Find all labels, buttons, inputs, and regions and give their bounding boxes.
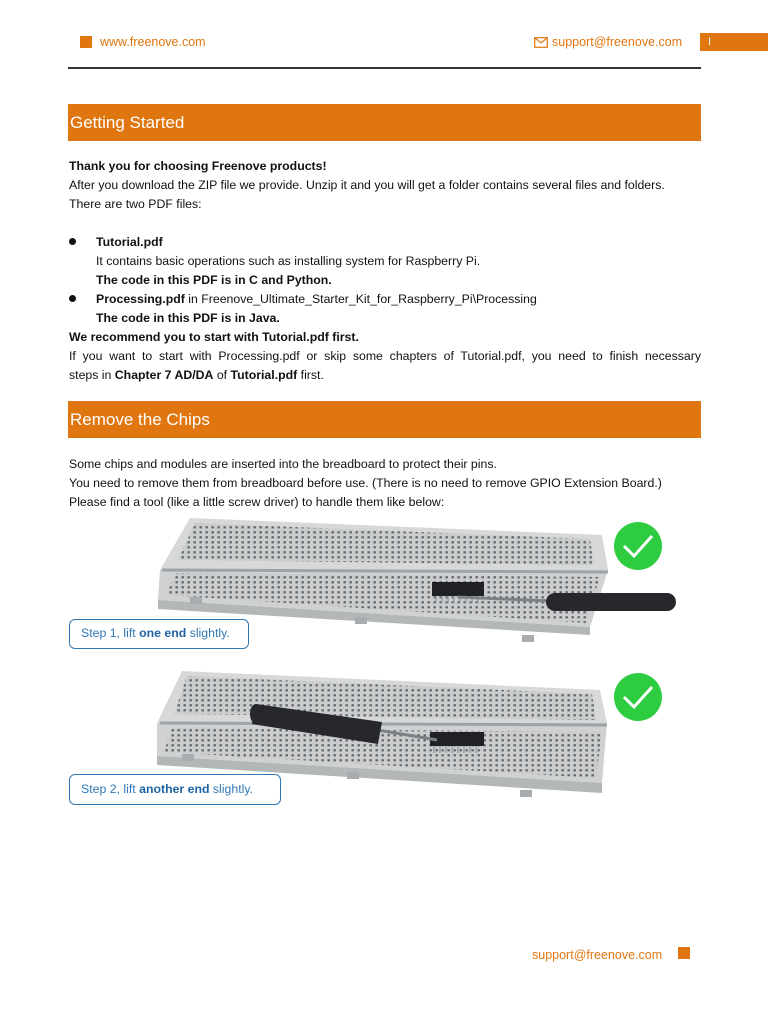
bullet-1 bbox=[69, 238, 76, 245]
header-divider bbox=[68, 67, 701, 69]
intro-line-1: After you download the ZIP file we provide. Unzip it and you will get a folder contains several files and folders. bbox=[69, 178, 665, 192]
step2-callout: Step 2, lift another end slightly. bbox=[69, 774, 281, 805]
footer-email-link[interactable]: support@freenove.com bbox=[532, 948, 663, 962]
section-title-getting-started: Getting Started bbox=[68, 104, 701, 141]
envelope-icon bbox=[534, 37, 548, 48]
chips-line-2: You need to remove them from breadboard before use. (There is no need to remove GPIO Extension Board.) bbox=[69, 476, 662, 490]
header-email-link[interactable] bbox=[534, 35, 682, 49]
website-link[interactable]: www.freenove.com bbox=[100, 35, 206, 49]
page-number: I bbox=[700, 33, 768, 51]
checkmark-icon bbox=[613, 521, 663, 571]
step1-callout: Step 1, lift one end slightly. bbox=[69, 619, 249, 649]
tutorial-code: The code in this PDF is in C and Python. bbox=[96, 273, 332, 287]
footer-square bbox=[678, 947, 690, 959]
para2-line-2: steps in Chapter 7 AD/DA of Tutorial.pdf first. bbox=[69, 368, 324, 382]
chips-line-3: Please find a tool (like a little screw driver) to handle them like below: bbox=[69, 495, 445, 509]
processing-code: The code in this PDF is in Java. bbox=[96, 311, 280, 325]
recommend-line: We recommend you to start with Tutorial.pdf first. bbox=[69, 330, 359, 344]
chips-line-1: Some chips and modules are inserted into the breadboard to protect their pins. bbox=[69, 457, 497, 471]
header-email-text: support@freenove.com bbox=[552, 35, 683, 49]
thanks-line: Thank you for choosing Freenove products! bbox=[69, 159, 327, 173]
checkmark-icon bbox=[613, 672, 663, 722]
header-square bbox=[80, 36, 92, 48]
tutorial-name: Tutorial.pdf bbox=[96, 235, 163, 249]
intro-line-2: There are two PDF files: bbox=[69, 197, 202, 211]
para2-line-1: If you want to start with Processing.pdf or skip some chapters of Tutorial.pdf, you need to finish necessary bbox=[69, 349, 701, 363]
tutorial-desc: It contains basic operations such as installing system for Raspberry Pi. bbox=[96, 254, 481, 268]
processing-line: Processing.pdf in Freenove_Ultimate_Starter_Kit_for_Raspberry_Pi\Processing bbox=[96, 292, 537, 306]
bullet-2 bbox=[69, 295, 76, 302]
section-title-remove-chips: Remove the Chips bbox=[68, 401, 701, 438]
